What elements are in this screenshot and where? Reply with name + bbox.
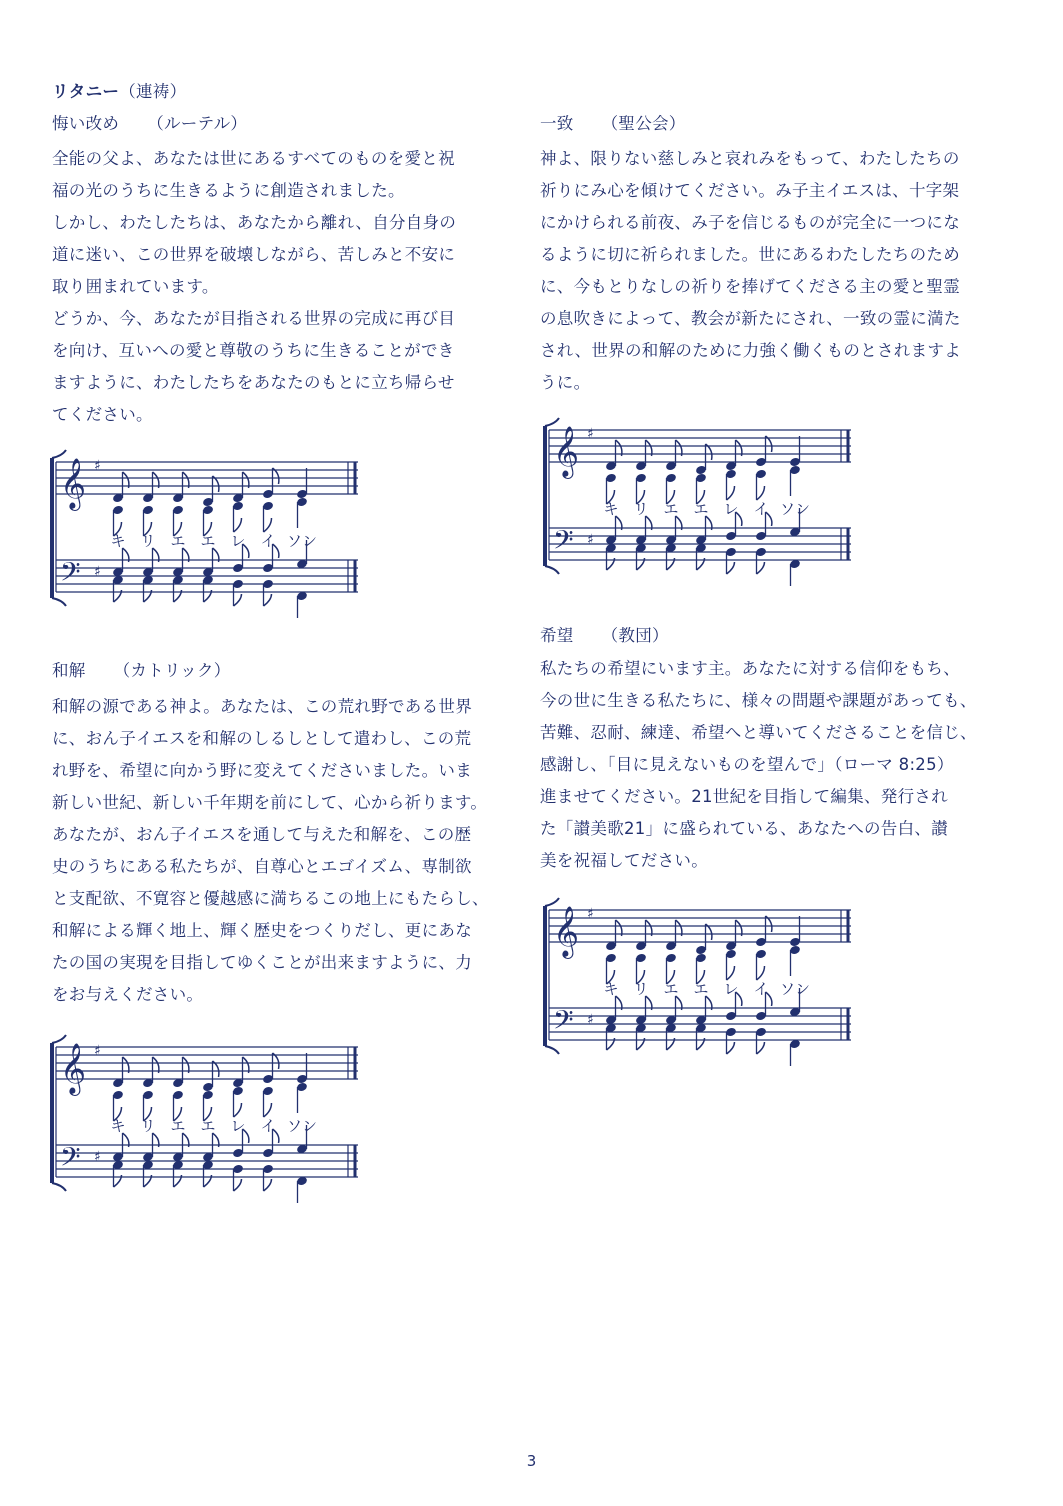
system-bracket [50,1043,54,1183]
eighth-flag [264,594,272,606]
key-signature-sharp-icon: ♯ [587,532,594,548]
lyric-syllable: エ [170,532,186,550]
bracket-hook [545,898,559,906]
kyrie-score [541,898,861,1060]
eighth-flag [727,1042,735,1054]
lyric-syllable: イ [260,1117,276,1135]
lyric-syllable: レ [723,500,739,518]
eighth-flag [264,1179,272,1191]
eighth-flag [727,562,735,574]
lyric-syllable: エ [693,980,709,998]
lyric-syllable: エ [693,500,709,518]
prayer-line: 和解による輝く地上、輝く歴史をつくりだし、更にあな [52,921,472,940]
lyric-syllable: キ [603,500,619,518]
eighth-flag [757,562,765,574]
prayer-line: に、おん子イエスを和解のしるしとして遣わし、この荒 [52,729,472,748]
lyric-syllable: ソン [779,500,811,518]
lyric-syllable: エ [663,500,679,518]
prayer-line: にかけられる前夜、み子を信じるものが完全に一つにな [540,213,960,232]
eighth-flag [234,1179,242,1191]
bass-clef-icon: 𝄢 [553,1004,574,1042]
kyrie-score [48,1035,368,1197]
prayer-line: うに。 [540,373,591,392]
section-heading-unity: 一致 （聖公会） [540,114,686,133]
prayer-line: れ野を、希望に向かう野に変えてくださいました。いま [52,761,472,780]
key-signature-sharp-icon: ♯ [94,458,101,474]
system-bracket [543,426,547,566]
bracket-hook [545,418,559,426]
section-heading-reconciliation: 和解 （カトリック） [52,661,231,680]
prayer-line: た「讃美歌21」に盛られている、あなたへの告白、讃 [540,819,948,838]
prayer-line: 道に迷い、この世界を破壊しながら、苦しみと不安に [52,245,456,264]
eighth-flag [234,518,242,532]
lyric-syllable: リ [140,532,156,550]
lyric-syllable: ソン [286,1117,318,1135]
section-heading-repentance: 悔い改め （ルーテル） [52,114,248,133]
section-heading-hope: 希望 （教団） [540,626,669,645]
prayer-line: 私たちの希望にいます主。あなたに対する信仰をもち、 [540,659,960,678]
eighth-flag [757,966,765,980]
lyric-syllable: リ [140,1117,156,1135]
lyric-syllable: エ [200,1117,216,1135]
bass-clef-icon: 𝄢 [553,524,574,562]
eighth-flag [757,486,765,500]
eighth-flag [264,518,272,532]
prayer-line: をお与えください。 [52,985,204,1004]
prayer-line: と支配欲、不寛容と優越感に満ちるこの地上にもたらし、 [52,889,489,908]
bass-clef-icon: 𝄢 [60,1141,81,1179]
lyric-syllable: キ [110,1117,126,1135]
prayer-line: 取り囲まれています。 [52,277,219,296]
treble-clef-icon: 𝄞 [60,1043,87,1094]
treble-clef-icon: 𝄞 [553,426,580,477]
key-signature-sharp-icon: ♯ [94,564,101,580]
page-number: 3 [526,1452,537,1470]
key-signature-sharp-icon: ♯ [94,1043,101,1059]
prayer-line: しかし、わたしたちは、あなたから離れ、自分自身の [52,213,457,232]
system-bracket [543,906,547,1046]
prayer-line: ますように、わたしたちをあなたのもとに立ち帰らせ [52,373,455,392]
kyrie-score [48,450,368,612]
prayer-line: 神よ、限りない慈しみと哀れみをもって、わたしたちの [540,149,960,168]
prayer-line: 美を祝福してださい。 [540,851,708,870]
prayer-line: 感謝し、「目に見えないものを望んで」（ローマ 8:25） [540,755,954,774]
eighth-flag [264,1103,272,1117]
lyric-syllable: イ [753,500,769,518]
prayer-line: 史のうちにある私たちが、自尊心とエゴイズム、専制欲 [52,857,472,876]
prayer-line: を向け、互いへの愛と尊敬のうちに生きることができ [52,341,455,360]
eighth-flag [234,594,242,606]
prayer-line: どうか、今、あなたが目指される世界の完成に再び目 [52,309,456,328]
eighth-flag [727,966,735,980]
prayer-line: たの国の実現を目指してゆくことが出来ますように、力 [52,953,472,972]
kyrie-score [541,418,861,580]
bracket-hook [52,450,66,458]
prayer-line: 苦難、忍耐、練達、希望へと導いてくださることを信じ、 [540,723,977,742]
bass-clef-icon: 𝄢 [60,556,81,594]
lyric-syllable: レ [230,532,246,550]
key-signature-sharp-icon: ♯ [587,426,594,442]
lyric-syllable: エ [170,1117,186,1135]
bracket-hook [545,566,559,574]
eighth-flag [234,1103,242,1117]
treble-clef-icon: 𝄞 [60,458,87,509]
lyric-syllable: イ [753,980,769,998]
prayer-line: 新しい世紀、新しい千年期を前にして、心から祈ります。 [52,793,488,812]
eighth-flag [727,486,735,500]
prayer-line: 全能の父よ、あなたは世にあるすべてのものを愛と祝 [52,149,455,168]
prayer-line: 和解の源である神よ。あなたは、この荒れ野である世界 [52,697,472,716]
prayer-line: 祈りにみ心を傾けてください。み子主イエスは、十字架 [540,181,960,200]
bracket-hook [52,1183,66,1191]
lyric-syllable: レ [723,980,739,998]
key-signature-sharp-icon: ♯ [587,906,594,922]
prayer-line: あなたが、おん子イエスを通して与えた和解を、この歴 [52,825,472,844]
lyric-syllable: エ [200,532,216,550]
prayer-line: るように切に祈られました。世にあるわたしたちのため [540,245,960,264]
lyric-syllable: ソン [779,980,811,998]
page-title: リタニー（連祷） [52,82,187,101]
lyric-syllable: レ [230,1117,246,1135]
key-signature-sharp-icon: ♯ [94,1149,101,1165]
lyric-syllable: キ [603,980,619,998]
prayer-line: の息吹きによって、教会が新たにされ、一致の霊に満た [540,309,961,328]
key-signature-sharp-icon: ♯ [587,1012,594,1028]
lyric-syllable: リ [633,980,649,998]
lyric-syllable: ソン [286,532,318,550]
prayer-line: 進ませてください。21世紀を目指して編集、発行され [540,787,948,806]
bracket-hook [545,1046,559,1054]
lyric-syllable: エ [663,980,679,998]
lyric-syllable: リ [633,500,649,518]
lyric-syllable: イ [260,532,276,550]
prayer-line: に、今もとりなしの祈りを捧げてくださる主の愛と聖霊 [540,277,960,296]
bracket-hook [52,598,66,606]
prayer-line: 今の世に生きる私たちに、様々の問題や課題があっても、 [540,691,977,710]
prayer-line: され、世界の和解のために力強く働くものとされますよ [540,341,961,360]
eighth-flag [757,1042,765,1054]
treble-clef-icon: 𝄞 [553,906,580,957]
prayer-line: てください。 [52,405,153,424]
prayer-line: 福の光のうちに生きるように創造されました。 [52,181,405,200]
system-bracket [50,458,54,598]
lyric-syllable: キ [110,532,126,550]
bracket-hook [52,1035,66,1043]
